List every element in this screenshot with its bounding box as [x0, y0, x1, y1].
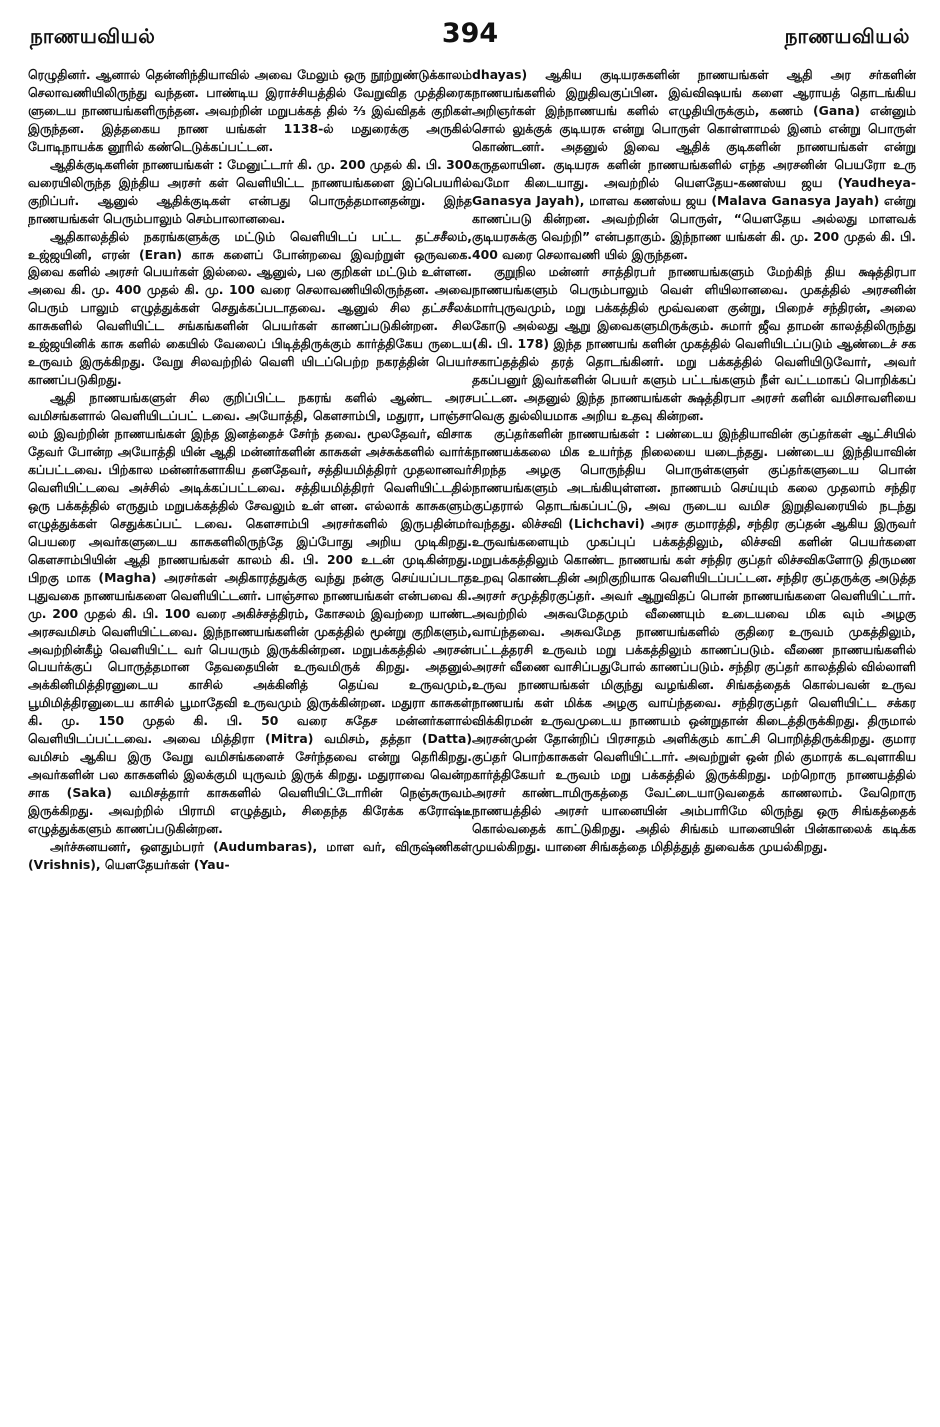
running-title-right: நாணயவியல்	[784, 24, 910, 48]
running-title-left: நாணயவியல்	[30, 24, 156, 48]
paragraph: dhayas) ஆகிய குடியரசுகளின் நாணயங்கள் ஆதி அர சர்களின் நாணயங்களில் இறுதிவகுப்பின. இவ்விஷயங் களை ஆராயத் தொடங்கிய அறிஞர்கள் இந்நாணயங் களில் எழுதியிருக்கும், கணம் (Gana) என்னும் சொல் லுக்குக் குடியரசு என்று பொருள் கொள்ளாமல் இனம் என்று பொருள் கொண்டனர். அதனுல் இவை ஆதிக் குடிகளின் நாணயங்கள் என்று கருதலாயின. குடியரசு களின் நாணயங்களில் எந்த அரசனின் பெயரோ உரு வமோ கிடையாது. அவற்றில் யௌதேய-கணஸ்ய ஜய (Yaudheya-Ganasya Jayah), மாளவ கணஸ்ய ஜய (Malava Ganasya Jayah) என்று காணப்படு கின்றன. அவற்றின் பொருள், “யௌதேய அல்லது மாளவக் குடியரசுக்கு வெற்றி” என்பதாகும். இந்நாண யங்கள் கி. மு. 200 முதல் கி. பி. 400 வரை செலாவணி யில் இருந்தன.	[472, 67, 916, 262]
page-number: 394	[441, 18, 499, 49]
paragraph: ரெழுதினர். ஆனால் தென்னிந்தியாவில் அவை மேலும் ஒரு நூற்றுண்டுக்காலம் செலாவணியிலிருந்து வந்தன. பாண்டிய இராச்சியத்தில் வேறுவித முத்திரைக ளுடைய நாணயங்களிருந்தன. அவற்றின் மறுபக்கத் தில் ⅔ இவ்விதக் குறிகள் இருந்தன. இத்தகைய நாண யங்கள் 1138-ல் மதுரைக்கு அருகில் போடிநாயக்க னூரில் கண்டெடுக்கப்பட்டன.	[28, 67, 472, 154]
paragraph: குப்தர்களின் நாணயங்கள் : பண்டைய இந்தியாவின் குப்தர்கள் ஆட்சியில் நாணயக்கலை மிக உயர்ந்த நிலையை யடைந்தது. பண்டைய இந்தியாவின் சிறந்த அழகு பொருந்திய பொருள்களுள் குப்தர்களுடைய பொன் நாணயங்களும் அடங்கியுள்ளன. நாணயம் செய்யும் கலை முதலாம் சந்திர குப்தரால் தொடங்கப்பட்டு, அவ ருடைய வமிச இறுதிவரையில் நடந்து வந்தது. லிச்சவி (Lichchavi) அரச குமாரத்தி, சந்திர குப்தன் ஆகிய இருவர் உருவங்களையும் முகப்புப் பக்கத்திலும், லிச்சவி களின் பெயர்களை மறுபக்கத்திலும் கொண்ட நாணயங் கள் சந்திர குப்தர் லிச்சவிகளோடு திருமண உறவு கொண்டதின் அறிகுறியாக வெளியிடப்பட்டன. சந்திர குப்தருக்கு அடுத்த அரசர் சமுத்திரகுப்தர். அவர் ஆறுவிதப் பொன் நாணயங்களை வெளியிட்டார். அவற்றில் அசுவமேதமும் வீணையும் உடையவை மிக வும் அழகு வாய்ந்தவை. அசுவமேத நாணயங்களில் குதிரை உருவம் முகத்திலும், பட்டத்தரசி உருவம் மறு பக்கத்திலும் காணப்படும். வீணை நாணயங்களில் அரசர் வீணை வாசிப்பதுபோல் காணப்படும். சந்திர குப்தர் காலத்தில் வில்லாளி உருவ நாணயங்கள் மிகுந்து வழங்கின. சிங்கத்தைக் கொல்பவன் உருவ நாணயங் கள் மிக்க அழகு வாய்ந்தவை. சந்திரகுப்தர் வெளியிட்ட சக்கர விக்கிரமன் உருவமுடைய நாணயம் ஒன்றுதான் கிடைத்திருக்கிறது. திருமால் அரசன்முன் தோன்றிப் பிரசாதம் அளிக்கும் காட்சி பொறித்திருக்கிறது. குமார குப்தர் பொற்காசுகள் வெளியிட்டார். அவற்றுள் ஒன் றில் குமாரக் கடவுளாகிய கார்த்திகேயர் உருவம் மறு பக்கத்தில் இருக்கிறது. மற்றொரு நாணயத்தில் அரசர் காண்டாமிருகத்தை வேட்டையாடுவதைக் காணலாம். வேறொரு நாணயத்தில் அரசர் யானையின் அம்பாரிமே லிருந்து ஒரு சிங்கத்தைக் கொல்வதைக் காட்டுகிறது. அதில் சிங்கம் யானையின் பின்காலைக் கடிக்க முயல்கிறது. யானை சிங்கத்தை மிதித்துத் துவைக்க முயல்கிறது.	[472, 426, 916, 854]
paragraph: ஆதிகாலத்தில் நகரங்களுக்கு மட்டும் வெளியிடப் பட்ட தட்சசீலம், உஜ்ஜயினி, எரன் (Eran) காசு களைப் போன்றவை இவற்றுள் ஒருவகை. இவை களில் அரசர் பெயர்கள் இல்லை. ஆனுல், பல குறிகள் மட்டும் உள்ளன. அவை கி. மு. 400 முதல் கி. மு. 100 வரை செலாவணியிலிருந்தன. அவை பெரும் பாலும் எழுத்துக்கள் செதுக்கப்படாதவை. ஆனுல் சில தட்சசீலக் காசுகளில் வெளியிட்ட சங்கங்களின் பெயர்கள் காணப்படுகின்றன. சில உஜ்ஜயினிக் காசு களில் கையில் வேலைப் பிடித்திருக்கும் கார்த்திகேய ருடைய உருவம் இருக்கிறது. வேறு சிலவற்றில் வெளி யிடப்பெற்ற நகரத்தின் பெயர் காணப்படுகிறது.	[28, 228, 472, 388]
right-text-column	[472, 66, 916, 1411]
paragraph: ஆதிக்குடிகளின் நாணயங்கள் : மேனுட்டார் கி. மு. 200 முதல் கி. பி. 300 வரையிலிருந்த இந்திய அரசர் கள் வெளியிட்ட நாணயங்களை இப்பெயரில் குறிப்பர். ஆனுல் ஆதிக்குடிகள் என்பது பொருத்தமானதன்று. இந்த நாணயங்கள் பெரும்பாலும் செம்பாலானவை.	[28, 156, 472, 226]
paragraph: அர்ச்சுனயனர், ஔதும்பரர் (Audumbaras), மாள வர், விருஷ்ணிகள் (Vrishnis), யௌதேயர்கள் (Yau-	[28, 838, 472, 872]
paragraph: ஆதி நாணயங்களுள் சில குறிப்பிட்ட நகரங் களில் ஆண்ட அரச வமிசங்களால் வெளியிடப்பட் டவை. அயோத்தி, கௌசாம்பி, மதுரா, பாஞ்சா லம் இவற்றின் நாணயங்கள் இந்த இனத்தைச் சேர்ந் தவை. மூலதேவர், விசாக தேவர் போன்ற அயோத்தி யின் ஆதி மன்னர்களின் காசுகள் அச்சுக்களில் வார்க் கப்பட்டவை. பிற்கால மன்னர்களாகிய தனதேவர், சத்தியமித்திரர் முதலானவர் வெளியிட்டவை அச்சில் அடிக்கப்பட்டவை. சத்தியமித்திரர் வெளியிட்டதில் ஒரு பக்கத்தில் எருதும் மறுபக்கத்தில் சேவலும் உள் ளன. எல்லாக் காசுகளும் எழுத்துக்கள் செதுக்கப்பட் டவை. கௌசாம்பி அரசர்களில் இருபதின்மர் பெயரை அவர்களுடைய காசுகளிலிருந்தே இப்போது அறிய முடிகிறது. கௌசாம்பியின் ஆதி நாணயங்கள் காலம் கி. பி. 200 உடன் முடிகின்றது. பிறகு மாக (Magha) அரசர்கள் அதிகாரத்துக்கு வந்து நன்கு செய்யப்படாத புதுவகை நாணயங்களை வெளியிட்டனர். பாஞ்சால நாணயங்கள் என்பவை கி. மு. 200 முதல் கி. பி. 100 வரை அகிச்சத்திரம், கோசலம் இவற்றை யாண்ட அரசவமிசம் வெளியிட்டவை. இந்நாணயங்களின் முகத்தில் மூன்று குறிகளும், அவற்றின்கீழ் வெளியிட்ட வர் பெயரும் இருக்கின்றன. மறுபக்கத்தில் அரசன் பெயர்க்குப் பொருத்தமான தேவதையின் உருவமிருக் கிறது. அதனுல் அக்கினிமித்திரனுடைய காசில் அக்கினித் தெய்வ உருவமும், பூமிமித்திரனுடைய காசில் பூமாதேவி உருவமும் இருக்கின்றன. மதுரா காசுகள் கி. மு. 150 முதல் கி. பி. 50 வரை சுதேச மன்னர்களால் வெளியிடப்பட்டவை. அவை மித்திரா (Mitra) வமிசம், தத்தா (Datta) வமிசம் ஆகிய இரு வேறு வமிசங்களைச் சேர்ந்தவை என்று தெரிகிறது. அவர்களின் பல காசுகளில் இலக்குமி யுருவம் இருக் கிறது. மதுராவை வென்ற சாக (Saka) வமிசத்தார் காசுகளில் வெளியிட்டோரின் நெஞ்சுருவம் இருக்கிறது. அவற்றில் பிராமி எழுத்தும், சிதைந்த கிரேக்க கரோஷ்டீ எழுத்துக்களும் காணப்படுகின்றன.	[28, 390, 472, 837]
page-header	[22, 18, 918, 58]
left-text-column	[28, 66, 472, 1411]
paragraph: குறுநில மன்னர் சாத்திரபர் நாணயங்களும் மேற்கிந் திய க்ஷத்திரபா நாணயங்களும் பெரும்பாலும் வெள் ளியிலானவை. முகத்தில் அரசனின் மார்புருவமும், மறு பக்கத்தில் மூவ்வளை குன்று, பிறைச் சந்திரன், அலை கோடு அல்லது ஆறு இவைகளுமிருக்கும். சுமார் ஜீவ தாமன் காலத்திலிருந்து (கி. பி. 178) இந்த நாணயங் களின் முகத்தில் வெளியிடப்படும் ஆண்டைச் சக சகாப்தத்தில் தரத் தொடங்கினர். மறு பக்கத்தில் வெளியிடுவோர், அவர் தகப்பனுர் இவர்களின் பெயர் களும் பட்டங்களும் நீள் வட்டமாகப் பொறிக்கப் பட்டன. அதனுல் இந்த நாணயங்கள் க்ஷத்திரபா அரசர் களின் வமிசாவளியை வெகு துல்லியமாக அறிய உதவு கின்றன.	[472, 264, 916, 424]
